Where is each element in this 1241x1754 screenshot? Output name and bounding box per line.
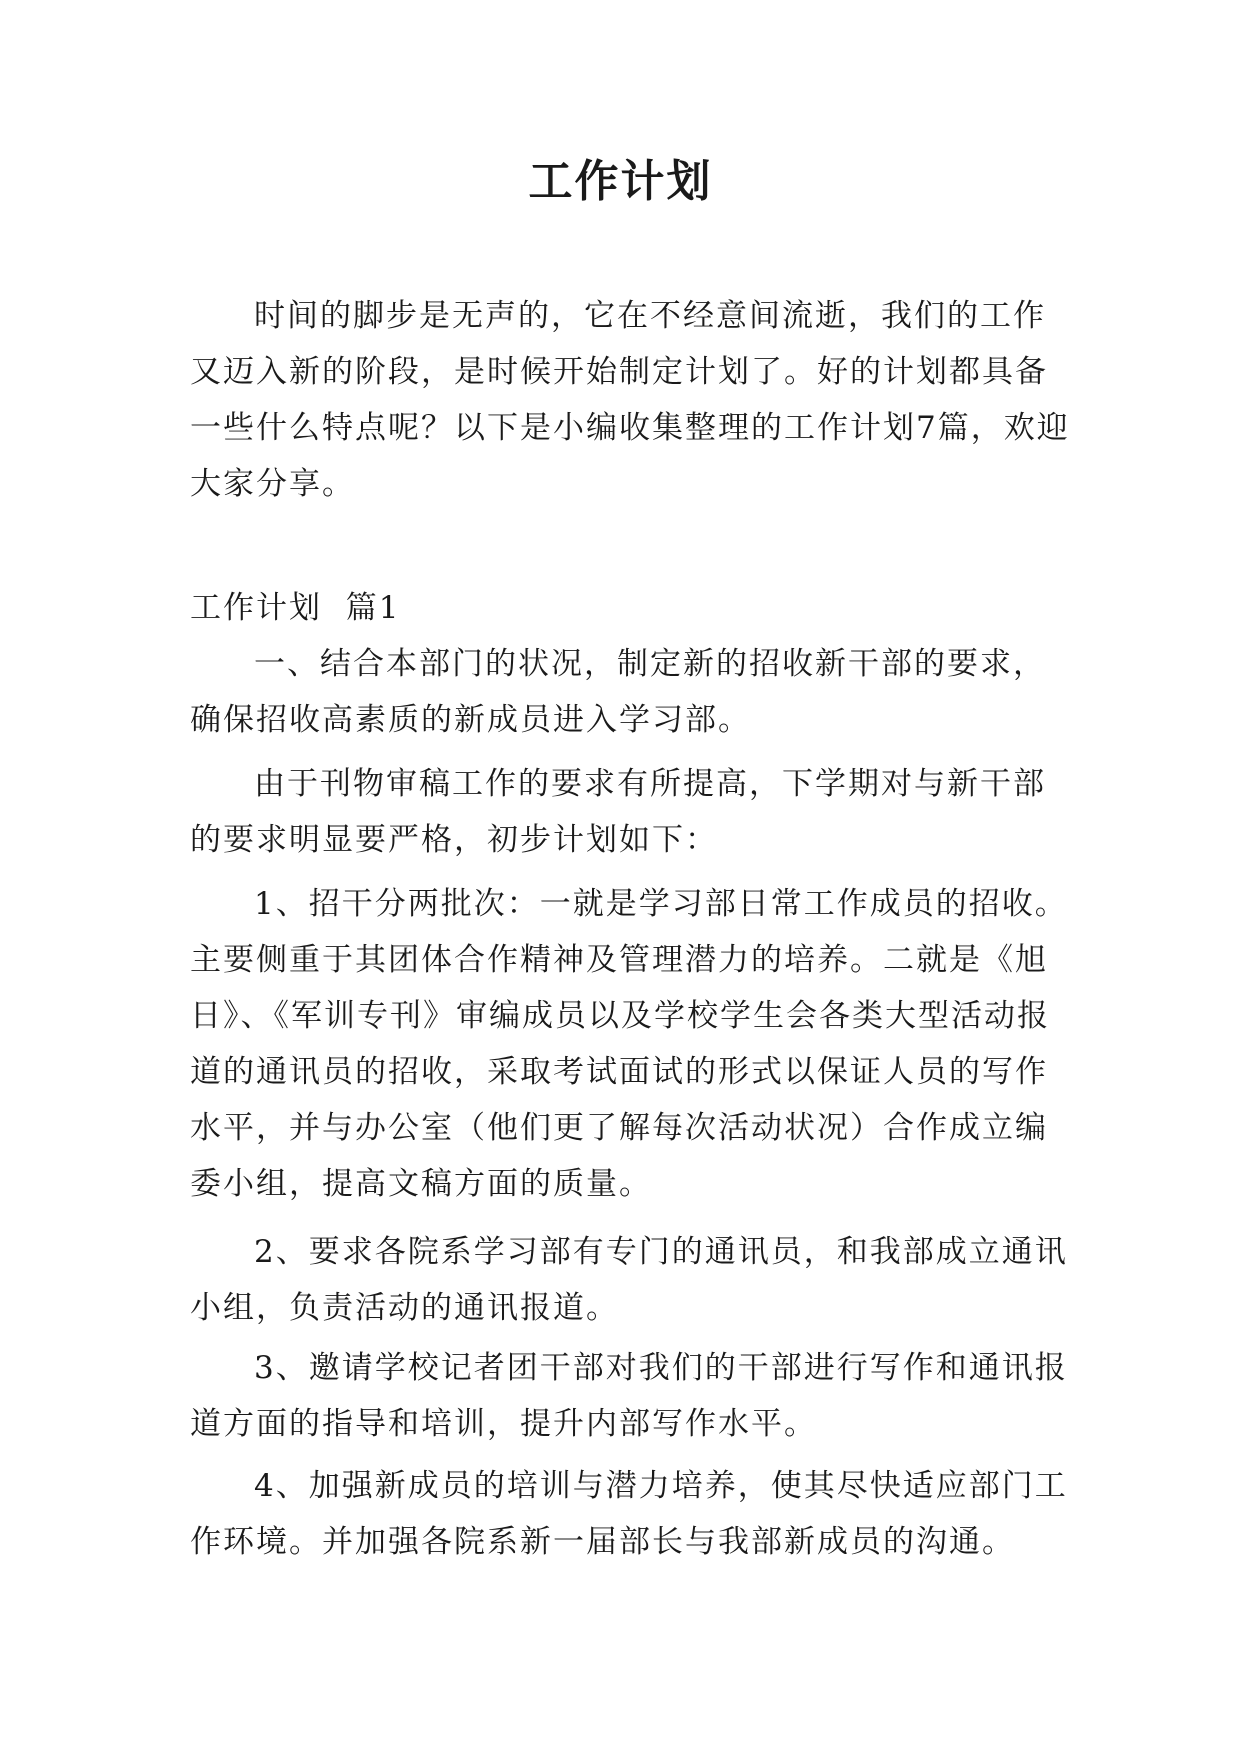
intro-paragraph: 时间的脚步是无声的，它在不经意间流逝，我们的工作又迈入新的阶段，是时候开始制定计划了。好的计划都具备一些什么特点呢？以下是小编收集整理的工作计划7篇，欢迎大家分享。 [190,298,1070,502]
section-heading: 工作计划 篇1 [190,590,401,626]
paragraph: 4、加强新成员的培训与潜力培养，使其尽快适应部门工作环境。并加强各院系新一届部长与我部新成员的沟通。 [190,1468,1068,1560]
paragraph: 2、要求各院系学习部有专门的通讯员，和我部成立通讯小组，负责活动的通讯报道。 [190,1234,1068,1326]
paragraph: 1、招干分两批次：一就是学习部日常工作成员的招收。主要侧重于其团体合作精神及管理潜力的培养。二就是《旭日》、《军训专刊》审编成员以及学校学生会各类大型活动报道的通讯员的招收，采取考试面试的形式以保证人员的写作水平，并与办公室（他们更了解每次活动状况）合作成立编委小组，提高文稿方面的质量。 [190,886,1068,1202]
paragraph: 一、结合本部门的状况，制定新的招收新干部的要求，确保招收高素质的新成员进入学习部。 [190,646,1046,738]
paragraph: 3、邀请学校记者团干部对我们的干部进行写作和通讯报道方面的指导和培训，提升内部写作水平。 [190,1350,1068,1442]
paragraph: 由于刊物审稿工作的要求有所提高，下学期对与新干部的要求明显要严格，初步计划如下： [190,766,1046,858]
document-title: 工作计划 [528,156,713,207]
